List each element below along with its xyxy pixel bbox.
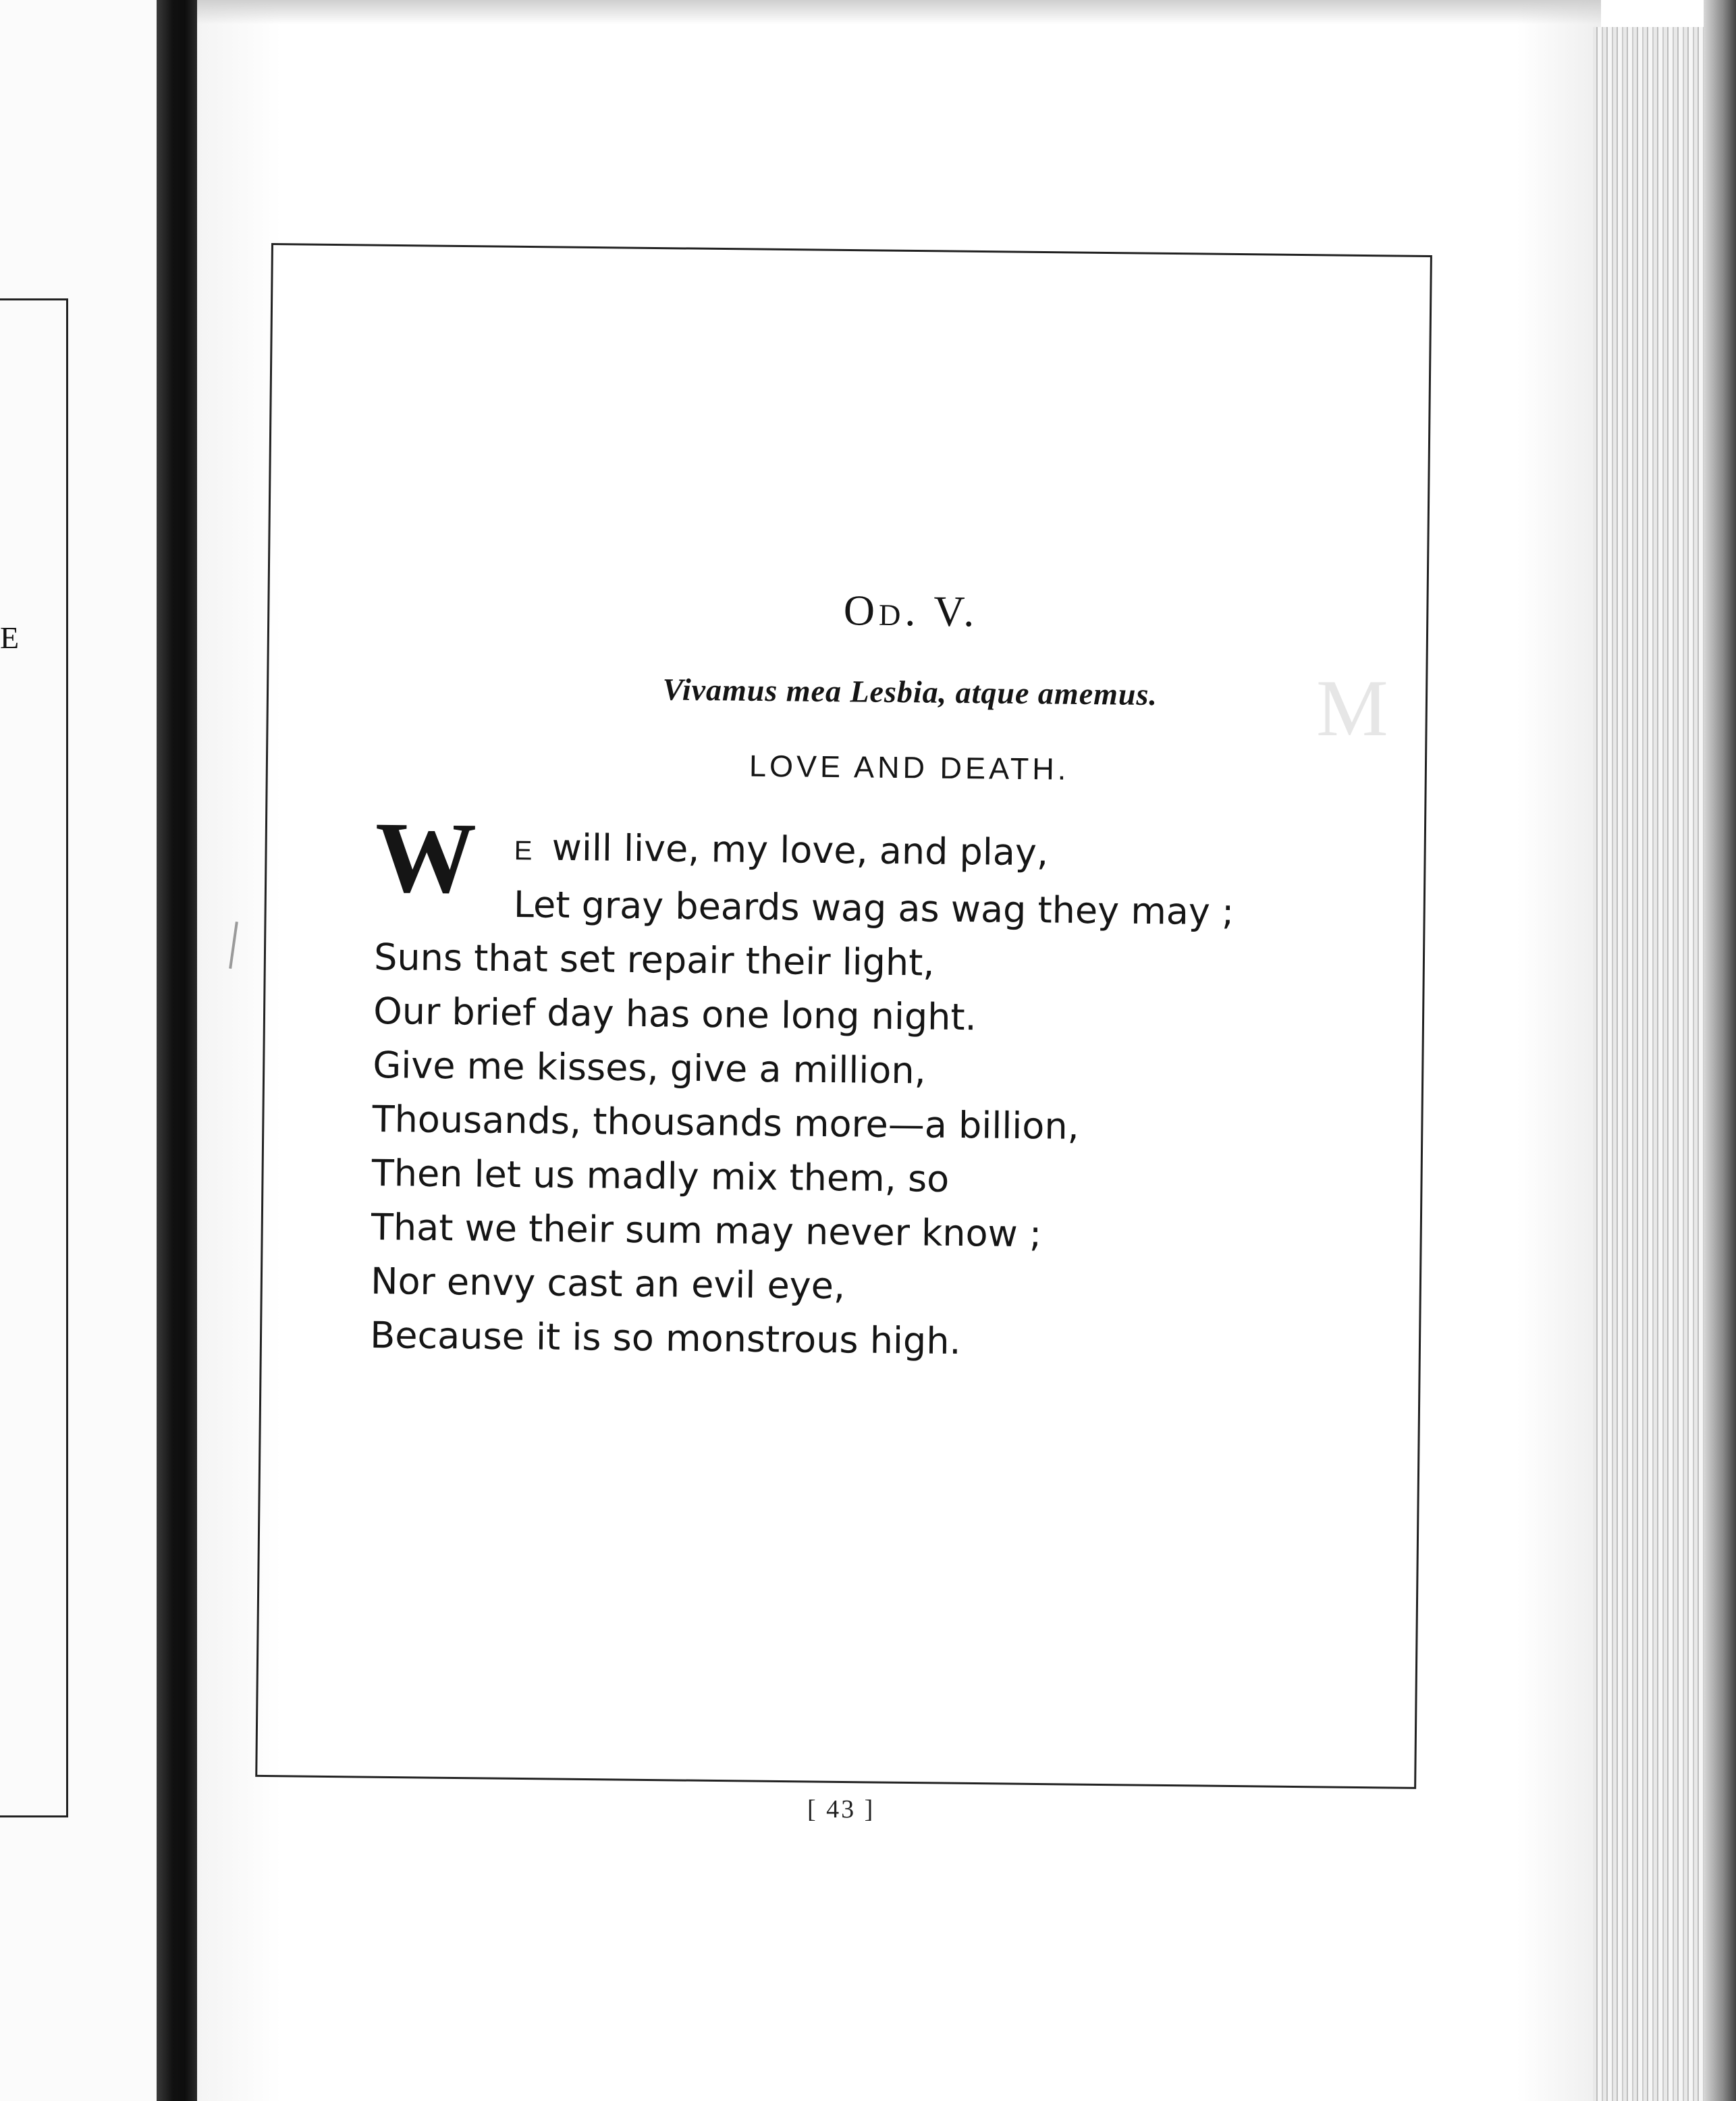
facing-page: [0, 0, 157, 2101]
latin-epigraph: Vivamus mea Lesbia, atque amemus.: [662, 672, 1158, 712]
poem-line-1-text: will live, my love, and play,: [551, 826, 1049, 874]
book-gutter: [157, 0, 197, 2101]
page-top-shadow: [197, 0, 1601, 24]
ode-heading-initial: O: [843, 586, 879, 635]
ode-heading: [377, 581, 1377, 641]
show-through-letter: M: [1316, 663, 1388, 753]
poem-line-3: Suns that set repair their light,: [373, 935, 935, 984]
poem-line-9: Nor envy cast an evil eye,: [370, 1259, 846, 1308]
poem-line-2: Let gray beards wag as wag they may ;: [513, 883, 1235, 934]
poem-line-6: Thousands, thousands more—a billion,: [372, 1097, 1080, 1148]
facing-page-frame: [0, 298, 68, 1817]
page-number: [ 43 ]: [807, 1795, 875, 1824]
page-edges-shadow: [1704, 0, 1736, 2101]
poem-line-7: Then let us madly mix them, so: [371, 1151, 950, 1200]
page-content: [370, 581, 1377, 1373]
facing-page-edge-letter: E: [0, 620, 20, 655]
poem-line-5: Give me kisses, give a million,: [373, 1043, 927, 1092]
drop-cap-continuation: E: [514, 836, 534, 866]
poem-line-8: That we their sum may never know ;: [371, 1205, 1042, 1256]
poem-line-10: Because it is so monstrous high.: [369, 1313, 962, 1363]
poem-body: [369, 801, 1374, 1373]
poem-line-4: Our brief day has one long night.: [373, 989, 977, 1039]
poem-title: LOVE AND DEATH.: [749, 748, 1070, 787]
drop-cap: W: [374, 801, 477, 915]
ode-heading-rest: d. V.: [878, 586, 979, 636]
